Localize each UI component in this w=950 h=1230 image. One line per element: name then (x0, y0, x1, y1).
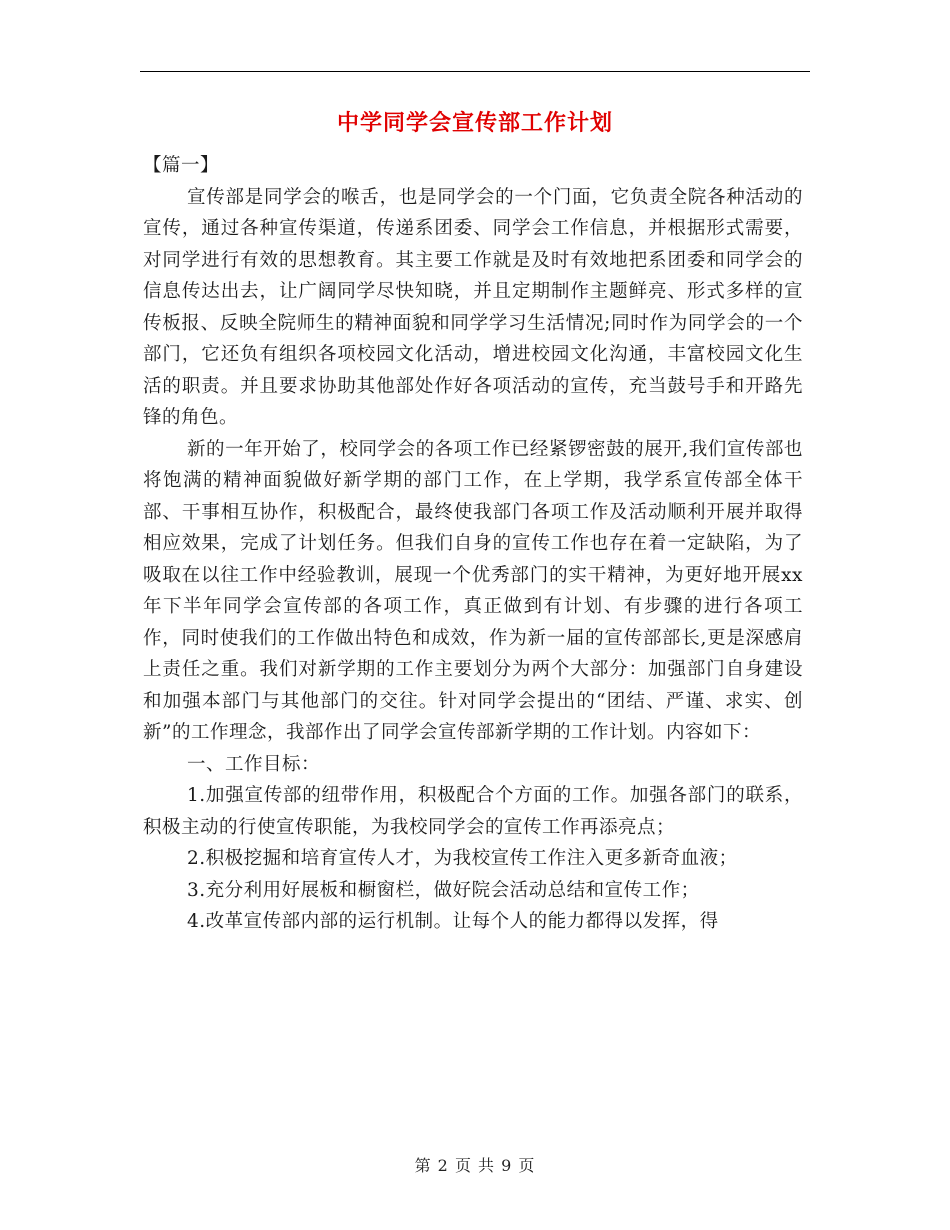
paragraph: 新的一年开始了，校同学会的各项工作已经紧锣密鼓的展开,我们宣传部也将饱满的精神面貌做好新学期的部门工作，在上学期，我学系宣传部全体干部、干事相互协作，积极配合，最终使我部门各项工作及活动顺利开展并取得相应效果，完成了计划任务。但我们自身的宣传工作也存在着一定缺陷，为了吸取在以往工作中经验教训，展现一个优秀部门的实干精神，为更好地开展xx年下半年同学会宣传部的各项工作，真正做到有计划、有步骤的进行各项工作，同时使我们的工作做出特色和成效，作为新一届的宣传部部长,更是深感肩上责任之重。我们对新学期的工作主要划分为两个大部分：加强部门自身建设和加强本部门与其他部门的交往。针对同学会提出的“团结、严谨、求实、创新”的工作理念，我部作出了同学会宣传部新学期的工作计划。内容如下： (143, 438, 803, 743)
header-rule (140, 71, 810, 72)
paragraph: 宣传部是同学会的喉舌，也是同学会的一个门面，它负责全院各种活动的宣传，通过各种宣传渠道，传递系团委、同学会工作信息，并根据形式需要，对同学进行有效的思想教育。其主要工作就是及时有效地把系团委和同学会的信息传达出去，让广阔同学尽快知晓，并且定期制作主题鲜亮、形式多样的宣传板报、反映全院师生的精神面貌和同学学习生活情况;同时作为同学会的一个部门，它还负有组织各项校园文化活动，增进校园文化沟通，丰富校园文化生活的职责。并且要求协助其他部处作好各项活动的宣传，充当鼓号手和开路先锋的角色。 (143, 186, 803, 428)
list-item: 2.积极挖掘和培育宣传人才，为我校宣传工作注入更多新奇血液； (187, 848, 738, 869)
section-label: 【篇一】 (143, 155, 220, 176)
document-title: 中学同学会宣传部工作计划 (336, 110, 613, 136)
list-item: 1.加强宣传部的纽带作用，积极配合个方面的工作。加强各部门的联系，积极主动的行使宣传职能，为我校同学会的宣传工作再添亮点； (143, 785, 803, 838)
document-body (143, 150, 803, 938)
list-item: 4.改革宣传部内部的运行机制。让每个人的能力都得以发挥，得 (187, 911, 719, 932)
section-heading: 一、工作目标： (187, 753, 321, 775)
list-item: 3.充分利用好展板和橱窗栏，做好院会活动总结和宣传工作； (187, 879, 700, 901)
page-number: 第 2 页 共 9 页 (414, 1156, 536, 1175)
